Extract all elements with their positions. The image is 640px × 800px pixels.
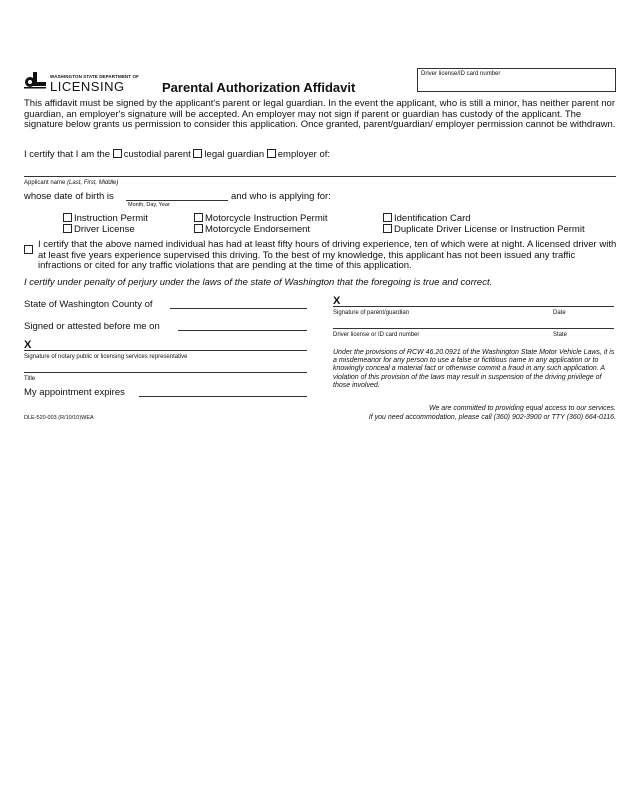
perjury-statement: I certify under penalty of perjury under the laws of the state of Washington that the foregoing is true and correct. — [24, 277, 493, 288]
motorcycle-permit-option[interactable]: Motorcycle Instruction Permit — [194, 213, 327, 224]
intro-paragraph: This affidavit must be signed by the applicant's parent or legal guardian. In the event the applicant, who is still a minor, has neither parent nor guardian, an employer's signature will be accepted. An employer may not sign if parent or guardian has custody of the applicant. The signature below grants us permission to consider this application. Once granted, parent/guardian/ employer permission cannot be withdrawn. — [24, 98, 616, 130]
title-label: Title — [24, 376, 36, 382]
date-label: Date — [553, 310, 566, 316]
custodial-parent-label: custodial parent — [123, 149, 191, 160]
duplicate-license-option[interactable]: Duplicate Driver License or Instruction Permit — [383, 224, 585, 235]
applicant-name-label: Applicant name (Last, First, Middle) — [24, 180, 119, 186]
employer-label: employer of: — [277, 149, 331, 160]
access-line-1: We are committed to providing equal access to our services. — [428, 405, 616, 412]
experience-statement: I certify that the above named individual has had at least fifty hours of driving experience, ten of which were at night. A licensed driver with at least five years experience supervised this driving. To the best of my knowledge, this applicant has not been issued any traffic infractions or cited for any traffic violations that are pending at the time of this application. — [38, 239, 617, 271]
experience-checkbox[interactable] — [24, 245, 33, 254]
license-number-box[interactable] — [417, 68, 616, 92]
county-label: State of Washington County of — [24, 299, 153, 310]
employer-checkbox[interactable] — [267, 149, 276, 158]
notary-signature-label: Signature of notary public or licensing services representative — [24, 354, 188, 360]
custodial-parent-checkbox[interactable] — [113, 149, 122, 158]
motorcycle-permit-checkbox[interactable] — [194, 213, 203, 222]
county-field[interactable] — [170, 308, 307, 309]
parent-signature-field[interactable] — [333, 306, 614, 307]
identification-card-option[interactable]: Identification Card — [383, 213, 471, 224]
certify-row — [24, 149, 330, 161]
notary-signature-field[interactable] — [24, 350, 307, 351]
identification-card-checkbox[interactable] — [383, 213, 392, 222]
experience-checkbox-wrap[interactable] — [24, 240, 35, 258]
dob-field[interactable] — [126, 200, 228, 201]
legal-guardian-label: legal guardian — [204, 149, 265, 160]
motorcycle-endorsement-option[interactable]: Motorcycle Endorsement — [194, 224, 310, 235]
applicant-name-field[interactable] — [24, 176, 616, 177]
form-id: DLE-520-003 (R/10/10)WEA — [24, 415, 94, 421]
rcw-notice: Under the provisions of RCW 46.20.0921 of the Washington State Motor Vehicle Laws, it is a misdemeanor for any person to use a false or fictitious name in any application or to knowingly conceal a material fact or otherwise commit a fraud in any such application. A violation of this provision of the laws may result in suspension of the driving privilege of those involved. — [333, 349, 615, 389]
agency-name: LICENSING — [50, 79, 125, 94]
license-number-label: Driver license/ID card number — [421, 71, 501, 77]
state-label: State — [553, 332, 568, 338]
access-statement — [300, 405, 616, 422]
motorcycle-endorsement-checkbox[interactable] — [194, 224, 203, 233]
agency-logo — [24, 72, 46, 90]
page-title: Parental Authorization Affidavit — [162, 80, 356, 95]
title-field[interactable] — [24, 372, 307, 373]
instruction-permit-checkbox[interactable] — [63, 213, 72, 222]
access-line-2: If you need accommodation, please call (360) 902-3900 or TTY (360) 664-0116. — [368, 413, 616, 421]
dob-prefix: whose date of birth is — [24, 191, 114, 202]
legal-guardian-checkbox[interactable] — [193, 149, 202, 158]
applying-for: and who is applying for: — [231, 191, 331, 202]
dob-hint: Month, Day, Year — [128, 202, 170, 208]
parent-dl-field[interactable] — [333, 328, 614, 329]
duplicate-license-checkbox[interactable] — [383, 224, 392, 233]
notary-x-mark: X — [24, 339, 32, 351]
parent-x-mark: X — [333, 295, 341, 307]
signed-date-field[interactable] — [178, 330, 307, 331]
parent-signature-label: Signature of parent/guardian — [333, 310, 410, 316]
appointment-label: My appointment expires — [24, 387, 125, 398]
agency-line: WASHINGTON STATE DEPARTMENT OF — [50, 74, 139, 79]
signed-label: Signed or attested before me on — [24, 321, 160, 332]
instruction-permit-option[interactable]: Instruction Permit — [63, 213, 148, 224]
driver-license-checkbox[interactable] — [63, 224, 72, 233]
appointment-field[interactable] — [139, 396, 307, 397]
parent-dl-label: Driver license or ID card number — [333, 332, 420, 338]
certify-prefix: I certify that I am the — [24, 149, 111, 160]
driver-license-option[interactable]: Driver License — [63, 224, 135, 235]
